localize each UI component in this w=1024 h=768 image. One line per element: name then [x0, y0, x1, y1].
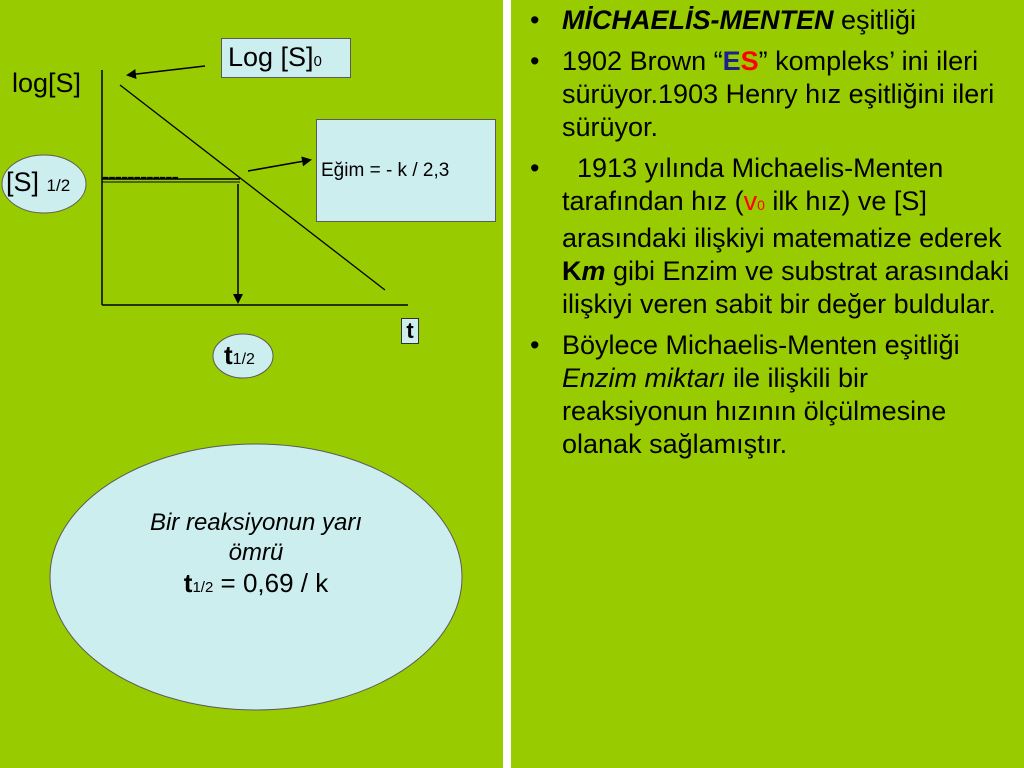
half-life-text: [80, 508, 432, 603]
t-half-sub: 1/2: [232, 351, 255, 368]
column-divider: [503, 0, 511, 768]
bullet-3: [530, 152, 1014, 321]
bullet-1-title: MİCHAELİS-MENTEN: [562, 5, 834, 35]
y-axis-label: log[S]: [12, 68, 82, 98]
bullet-3-v: v: [743, 186, 758, 216]
t-half-label: [224, 340, 255, 371]
slope-label: Eğim = - k / 2,3: [321, 160, 450, 181]
bullet-1-rest: eşitliği: [833, 5, 917, 35]
bullet-2-E: E: [722, 46, 741, 76]
log-s0-label: Log [S]: [228, 42, 314, 72]
formula-t: t: [183, 568, 193, 598]
bullet-3-part2: ilk hız) ve [S] arasındaki ilişkiyi matematize ederek: [562, 186, 1002, 253]
formula-rest: = 0,69 / k: [213, 568, 329, 598]
bullet-4-part1: Böylece Michaelis-Menten eşitliği: [562, 330, 960, 360]
bullet-3-part1: 1913 yılında Michaelis-Menten tarafından hız (: [562, 153, 951, 216]
log-s0-box: [221, 38, 351, 78]
bullet-4-part2: ile ilişkili bir reaksiyonun hızının ölçülmesine olanak sağlamıştır.: [562, 363, 947, 459]
t-half-t: t: [224, 340, 233, 370]
bullet-2: [530, 45, 1014, 144]
half-life-diagram: [0, 0, 503, 768]
log-s0-arrow: [128, 66, 205, 75]
s-half-text: [S]: [6, 167, 40, 197]
half-life-line1: Bir reaksiyonun yarı: [149, 509, 363, 536]
half-life-line2: ömrü: [228, 539, 284, 566]
formula-sub: 1/2: [192, 579, 214, 596]
t-axis-text: t: [406, 318, 414, 343]
t-axis-label: [401, 318, 419, 344]
bullet-4-italic: Enzim miktarı: [562, 363, 726, 393]
bullet-3-m: m: [581, 256, 606, 286]
s-half-label: [6, 167, 70, 198]
bullet-1: [530, 4, 1014, 37]
bullet-3-v-sub: 0: [757, 197, 765, 213]
bullet-3-part3: gibi Enzim ve substrat arasındaki ilişkiyi veren sabit bir değer buldular.: [562, 256, 1010, 319]
bullet-3-K: K: [562, 256, 582, 286]
s-half-sub: 1/2: [46, 176, 71, 195]
bullet-2-part2: ” kompleks’ ini ileri sürüyor.1903 Henry hız eşitliğini ileri sürüyor.: [562, 46, 995, 142]
bullet-4: [530, 329, 1014, 461]
bullet-2-S: S: [740, 46, 759, 76]
half-life-formula: [80, 568, 432, 603]
bullet-2-part1: 1902 Brown “: [562, 46, 723, 76]
slope-box: [316, 119, 496, 222]
slope-arrow: [248, 160, 310, 171]
s-half-dashes: ------------: [102, 164, 178, 189]
log-s0-sub: 0: [313, 54, 322, 70]
bullet-list: [530, 4, 1014, 469]
